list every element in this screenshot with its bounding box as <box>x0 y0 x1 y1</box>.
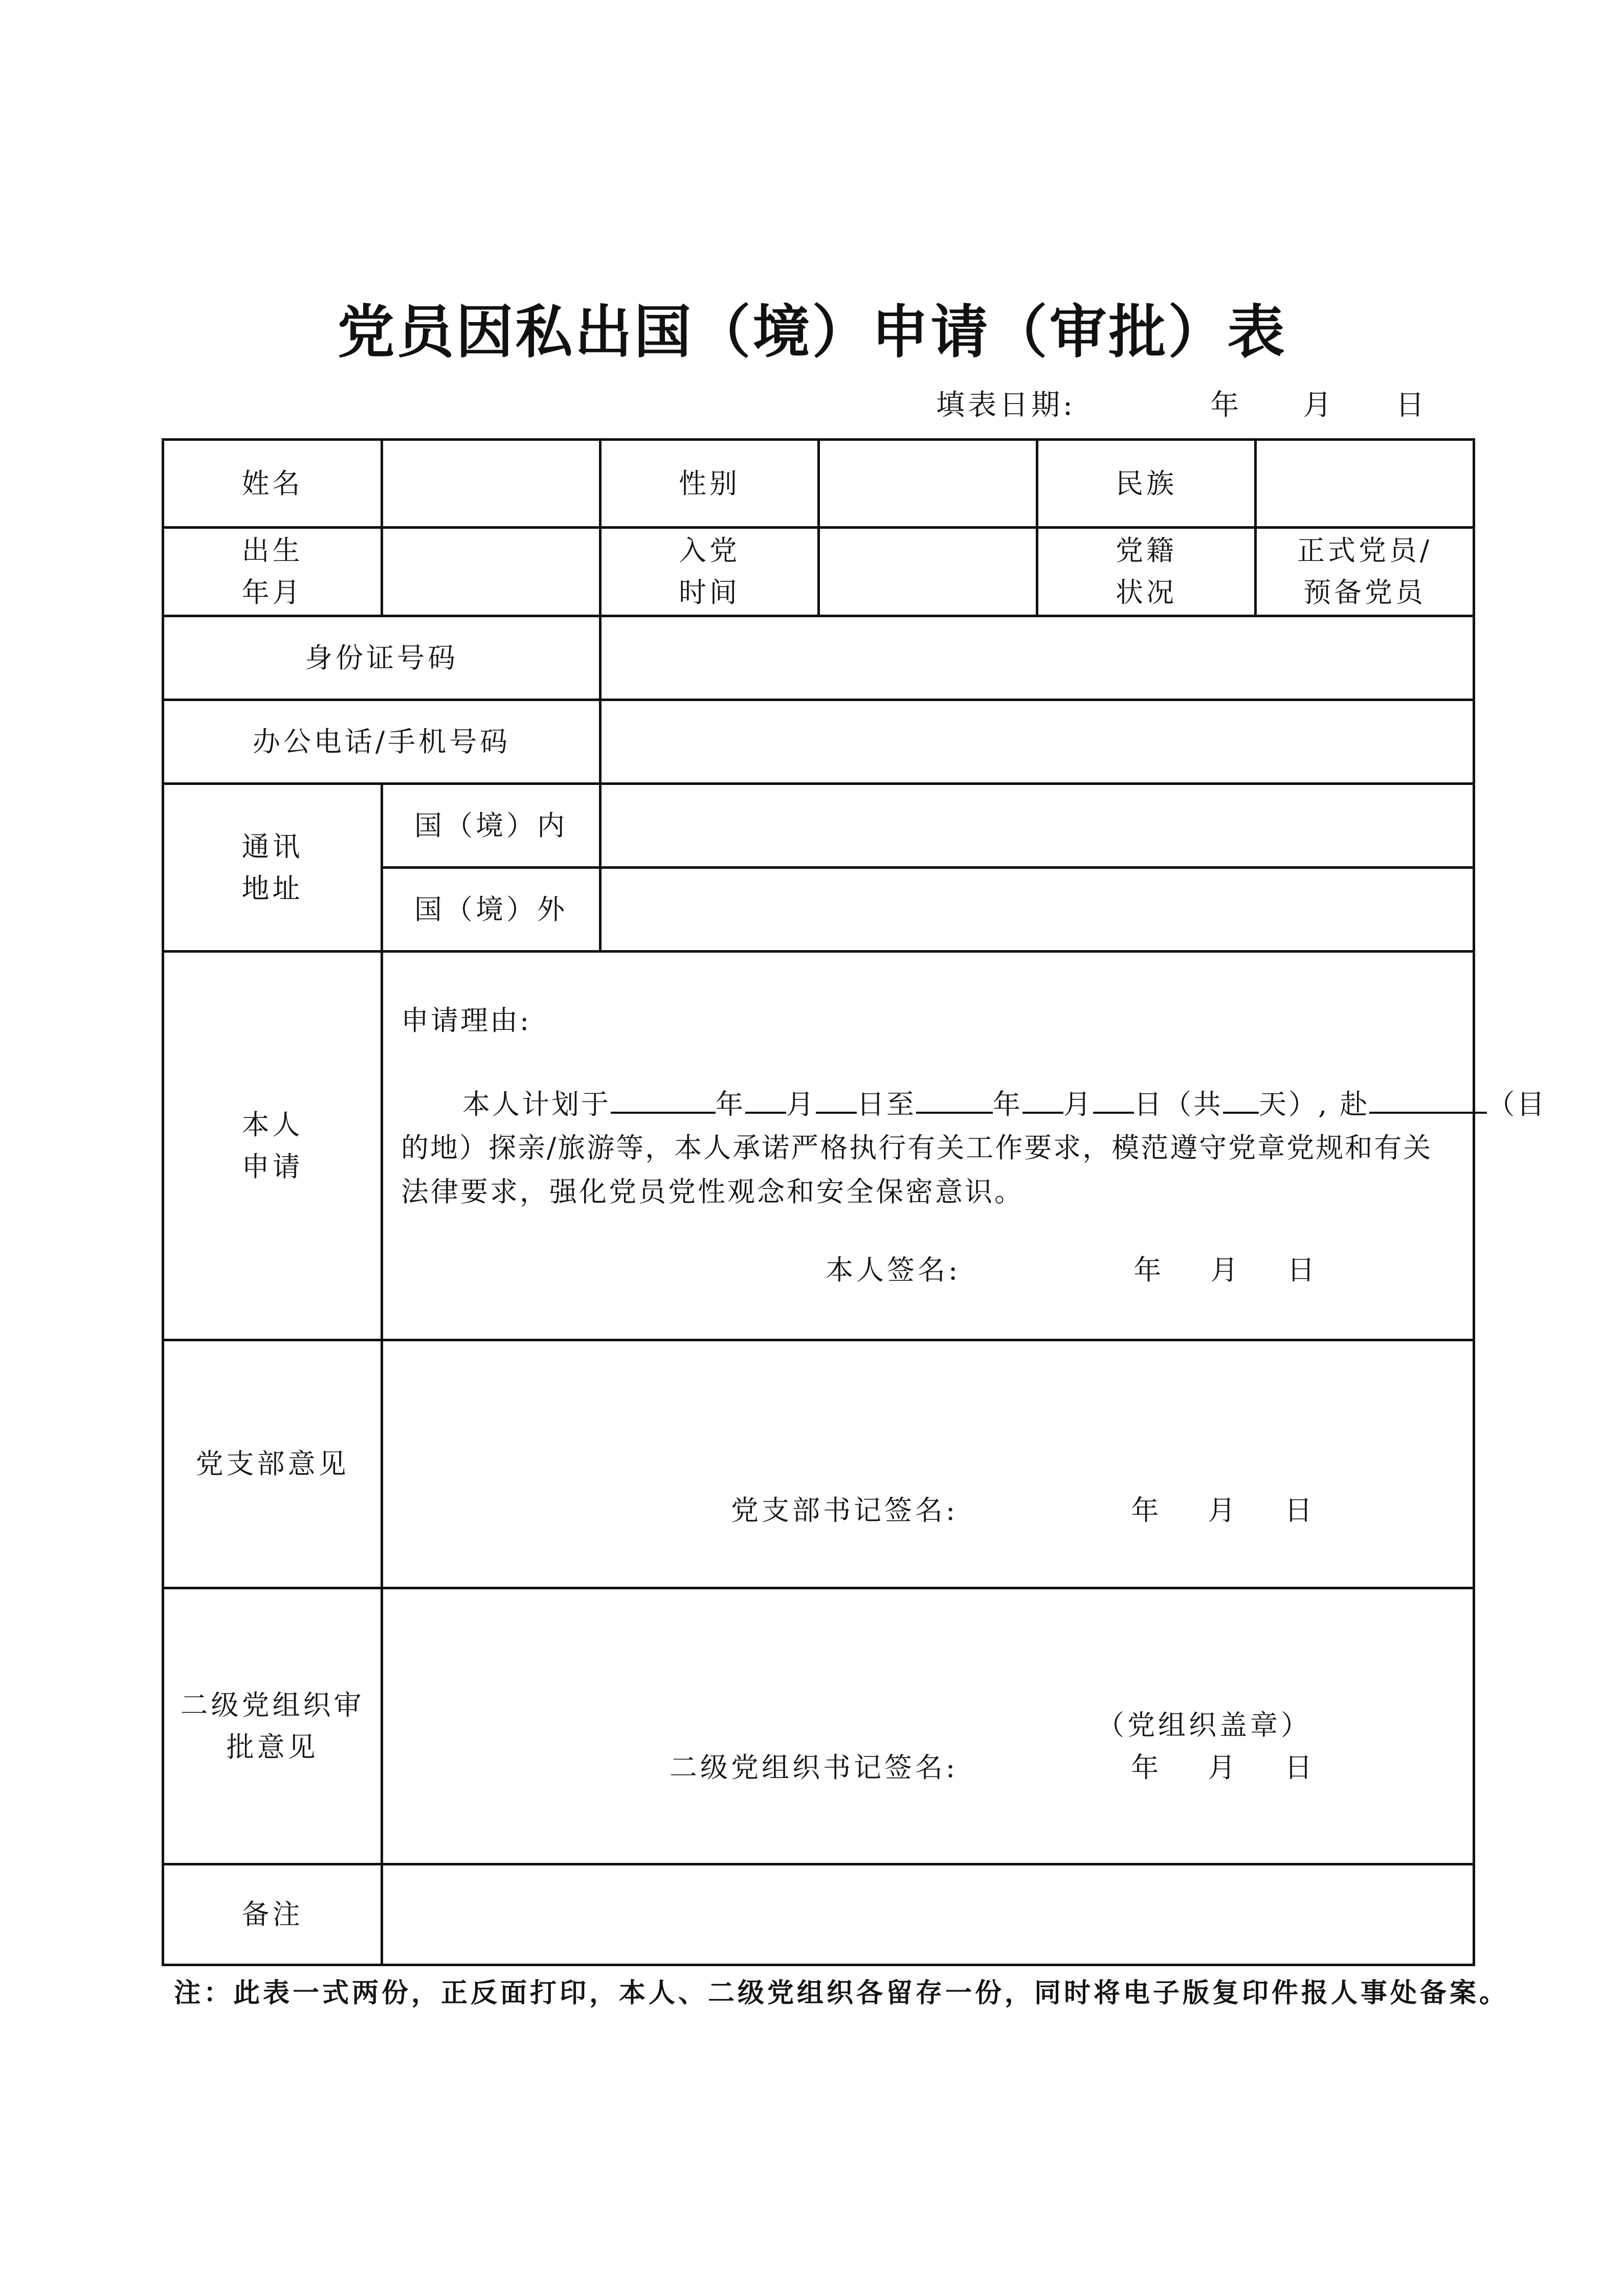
application-label-l2: 申请 <box>241 1150 303 1183</box>
status-option-probationary: 预备党员 <box>1303 576 1426 609</box>
branch-opinion-field[interactable] <box>382 1340 1474 1588</box>
gender-field[interactable] <box>819 440 1037 528</box>
status-label-l1: 党籍 <box>1116 534 1177 567</box>
days-blank[interactable] <box>1223 1082 1259 1114</box>
second-level-signature-label: 二级党组织书记签名: <box>670 1751 959 1784</box>
ethnicity-label: 民族 <box>1037 440 1256 528</box>
join-label <box>600 528 819 616</box>
reason-text: 天）, 赴 <box>1259 1088 1370 1120</box>
address-label-l1: 通讯 <box>241 830 303 863</box>
ethnicity-field[interactable] <box>1256 440 1474 528</box>
second-level-label-l1: 二级党组织审 <box>180 1689 365 1721</box>
second-level-label <box>163 1588 382 1864</box>
fill-date <box>936 382 1458 423</box>
reason-text: 日 <box>857 1088 886 1120</box>
second-level-opinion-field[interactable] <box>382 1588 1474 1864</box>
name-field[interactable] <box>382 440 600 528</box>
join-label-l2: 时间 <box>679 576 740 609</box>
date-month: 月 <box>1208 1494 1239 1526</box>
application-label-l1: 本人 <box>241 1108 303 1141</box>
reason-label: 申请理由: <box>401 1004 531 1037</box>
id-field[interactable] <box>600 616 1474 700</box>
branch-label: 党支部意见 <box>163 1340 382 1588</box>
join-label-l1: 入党 <box>679 534 740 567</box>
name-label: 姓名 <box>163 440 382 528</box>
address-domestic-label: 国（境）内 <box>382 784 600 868</box>
end-month-blank[interactable] <box>1022 1082 1063 1114</box>
application-label <box>163 952 382 1340</box>
status-value <box>1256 528 1474 616</box>
reason-line-1 <box>401 1082 1547 1127</box>
address-label <box>163 784 382 952</box>
phone-label: 办公电话/手机号码 <box>163 700 600 784</box>
start-month-blank[interactable] <box>745 1082 786 1114</box>
birth-label-l1: 出生 <box>241 534 303 567</box>
date-month: 月 <box>1208 1751 1239 1784</box>
birth-field[interactable] <box>382 528 600 616</box>
start-day-blank[interactable] <box>816 1082 857 1114</box>
id-label: 身份证号码 <box>163 616 600 700</box>
branch-signature-label: 党支部书记签名: <box>731 1494 959 1526</box>
reason-text: 日（共 <box>1134 1088 1223 1120</box>
date-day: 日 <box>1284 1494 1316 1526</box>
fill-date-label: 填表日期: <box>936 389 1076 422</box>
date-day: 日 <box>1287 1254 1318 1286</box>
date-year: 年 <box>1131 1494 1162 1526</box>
date-year: 年 <box>1131 1751 1162 1784</box>
seal-note: （党组织盖章） <box>1097 1709 1311 1741</box>
reason-text: 年 <box>716 1088 745 1120</box>
applicant-date <box>1110 1254 1341 1286</box>
join-field[interactable] <box>819 528 1037 616</box>
second-level-signature <box>670 1747 1338 1789</box>
address-overseas-label: 国（境）外 <box>382 868 600 952</box>
branch-date <box>1108 1494 1338 1526</box>
applicant-signature-label: 本人签名: <box>826 1254 961 1286</box>
address-label-l2: 地址 <box>241 872 303 905</box>
remarks-field[interactable] <box>382 1864 1474 1965</box>
reason-text: （目 <box>1487 1088 1547 1120</box>
applicant-signature <box>826 1249 1341 1291</box>
application-body[interactable] <box>382 952 1547 1340</box>
fill-date-year: 年 <box>1210 389 1242 422</box>
gender-label: 性别 <box>600 440 819 528</box>
reason-text: 月 <box>1063 1088 1093 1120</box>
end-year-blank[interactable] <box>916 1082 993 1114</box>
reason-line-3: 法律要求，强化党员党性观念和安全保密意识。 <box>401 1176 1024 1208</box>
footnote: 注：此表一式两份，正反面打印，本人、二级党组织各留存一份，同时将电子版复印件报人事处备案。 <box>174 1977 1509 2009</box>
date-month: 月 <box>1210 1254 1241 1286</box>
second-level-date <box>1108 1751 1338 1784</box>
phone-field[interactable] <box>600 700 1474 784</box>
status-option-formal: 正式党员/ <box>1297 534 1433 567</box>
birth-label-l2: 年月 <box>241 576 303 609</box>
page-title: 党员因私出国（境）申请（审批）表 <box>337 299 1287 366</box>
second-level-label-l2: 批意见 <box>226 1730 319 1763</box>
branch-signature <box>731 1490 1338 1532</box>
start-year-blank[interactable] <box>611 1082 716 1114</box>
reason-text: 至 <box>886 1088 916 1120</box>
status-label <box>1037 528 1256 616</box>
status-label-l2: 状况 <box>1116 576 1177 609</box>
address-domestic-field[interactable] <box>600 784 1474 868</box>
reason-line-2: 的地）探亲/旅游等，本人承诺严格执行有关工作要求，模范遵守党章党规和有关 <box>401 1132 1433 1164</box>
birth-label <box>163 528 382 616</box>
reason-text: 年 <box>993 1088 1022 1120</box>
fill-date-day: 日 <box>1395 389 1428 422</box>
fill-date-month: 月 <box>1303 389 1335 422</box>
destination-blank[interactable] <box>1369 1082 1487 1114</box>
address-overseas-field[interactable] <box>600 868 1474 952</box>
date-day: 日 <box>1284 1751 1316 1784</box>
application-form <box>162 438 1547 1966</box>
date-year: 年 <box>1133 1254 1165 1286</box>
reason-text: 本人计划于 <box>462 1088 611 1120</box>
remarks-label: 备注 <box>163 1864 382 1965</box>
reason-text: 月 <box>786 1088 816 1120</box>
end-day-blank[interactable] <box>1093 1082 1134 1114</box>
